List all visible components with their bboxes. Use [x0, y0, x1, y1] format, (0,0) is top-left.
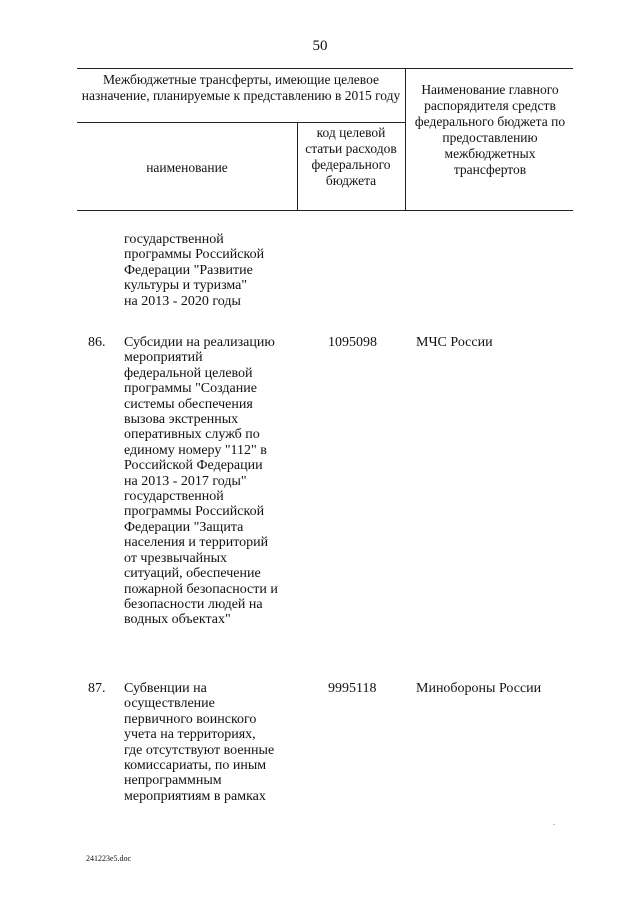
- row-org: Минобороны России: [416, 681, 542, 696]
- footer-filename: 241223e5.doc: [86, 854, 132, 863]
- header-col-code: код целевой статьи расходов федерального бюджета: [305, 125, 397, 188]
- row-org: МЧС России: [416, 335, 493, 350]
- row-name: Субсидии на реализацию мероприятий федеральной целевой программы "Создание системы обеспечения вызова экстренных оперативных служб по единому номеру "112" в Российской Федерации на 2013 - 2017 годы" государственной программы Российской Федерации "Защита населения и территорий от чрезвычайных ситуаций, обеспечение пожарной безопасности и безопасности людей на водных объектах": [124, 335, 278, 628]
- row-name: государственной программы Российской Федерации "Развитие культуры и туризма" на 2013 - 2020 годы: [124, 232, 265, 309]
- page-number: 50: [312, 38, 328, 54]
- header-group-title: Межбюджетные трансферты, имеющие целевое назначение, планируемые к представлению в 2015 году: [81, 72, 401, 103]
- margin-mark: -: [553, 822, 555, 828]
- header-mid-rule: [77, 122, 405, 123]
- row-name: Субвенции на осуществление первичного воинского учета на территориях, где отсутствуют военные комиссариаты, по иным непрограммным мероприятиям в рамках: [124, 681, 275, 804]
- row-code: 1095098: [328, 335, 377, 350]
- header-col-name: наименование: [146, 160, 228, 175]
- row-number: 87.: [88, 681, 106, 696]
- row-number: 86.: [88, 335, 106, 350]
- row-code: 9995118: [328, 681, 377, 696]
- header-bottom-rule: [77, 210, 573, 211]
- header-top-rule: [77, 68, 573, 69]
- header-col-org: Наименование главного распорядителя средств федерального бюджета по предоставлению межбюджетных трансфертов: [414, 82, 566, 177]
- header-divider-code-org: [405, 68, 406, 210]
- header-divider-name-code: [297, 122, 298, 210]
